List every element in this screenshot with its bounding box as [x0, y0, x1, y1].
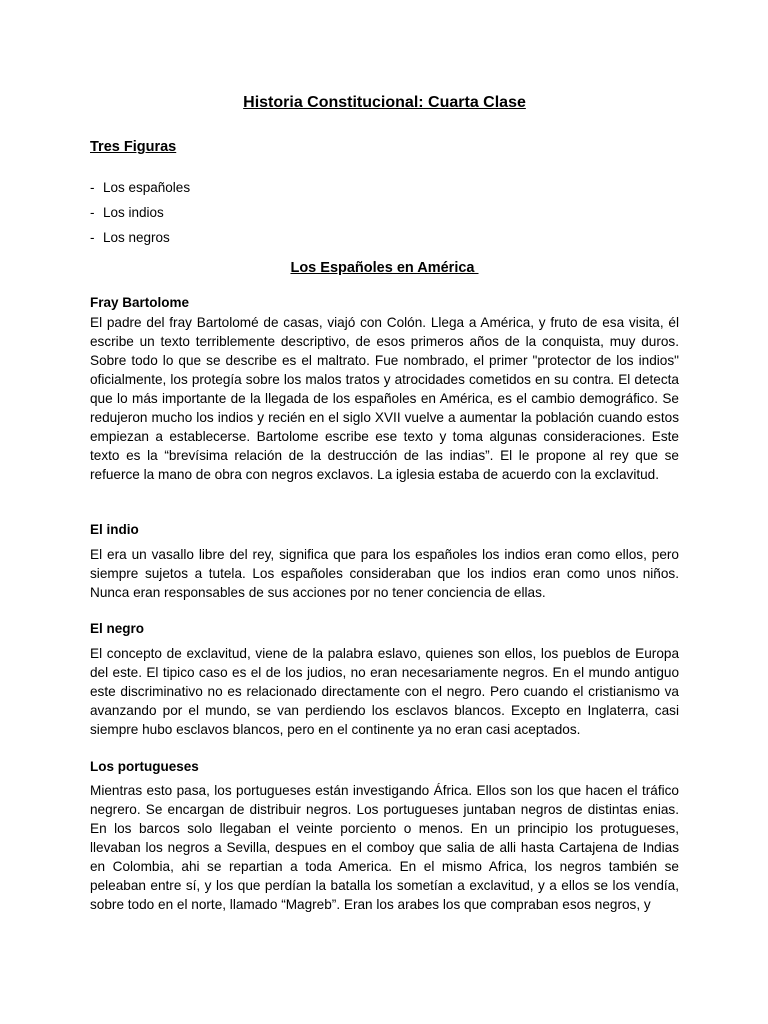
el-negro-heading: El negro: [90, 621, 145, 636]
list-item-text: Los indios: [103, 205, 164, 220]
los-portugueses-heading: Los portugueses: [90, 759, 199, 774]
el-negro-paragraph: El concepto de exclavitud, viene de la palabra eslavo, quienes son ellos, los pueblos de Europa del este. El tipico caso es el de los judios, no eran necesariamente negros. En el mundo antiguo este discriminativo no es relacionado directamente con el negro. Pero cuando el cristianismo va avanzando por el mundo, se van perdiendo los esclavos blancos. Excepto en Inglaterra, casi siempre hubo esclavos blancos, pero en el continente ya no eran casi aceptados.: [90, 646, 679, 737]
el-indio-heading: El indio: [90, 522, 139, 537]
list-item: - Los negros: [90, 230, 170, 245]
three-figures-heading: Tres Figuras: [90, 139, 177, 155]
los-portugueses-paragraph: Mientras esto pasa, los portugueses están investigando África. Ellos son los que hacen el tráfico negrero. Se encargan de distribuir negros. Los portugueses juntaban negros de distintas enias. En los barcos solo llegaban el veinte porciento o menos. En un principio los protugueses, llevaban los negros a Sevilla, despues en el comboy que salia de alli hasta Cartajena de Indias en Colombia, ahi se repartian a toda America. En el mismo Africa, los negros también se peleaban entre sí, y los que perdían la batalla los sometían a exclavitud, y a ellos se los vendía, sobre todo en el norte, llamado “Magreb”. Eran los arabes los que compraban esos negros, y: [90, 783, 679, 912]
list-item: - Los indios: [90, 205, 164, 220]
fray-bartolome-heading: Fray Bartolome: [90, 295, 190, 310]
list-item: - Los españoles: [90, 180, 191, 195]
section-title: Los Españoles en América: [290, 260, 479, 276]
fray-bartolome-paragraph: El padre del fray Bartolomé de casas, viajó con Colón. Llega a América, y fruto de esa visita, él escribe un texto terriblemente descriptivo, de esos primeros años de la conquista, muy duros. Sobre todo lo que se describe es el maltrato. Fue nombrado, el primer "protector de los indios" oficialmente, los protegía sobre los malos tratos y atrocidades cometidos en su contra. El detecta que lo más importante de la llegada de los españoles en América, es el cambio demográfico. Se redujeron mucho los indios y recién en el siglo XVII vuelve a aumentar la población cuando estos empiezan a establecerse. Bartolome escribe ese texto y toma algunas consideraciones. Este texto es la “brevísima relación de la destrucción de las indias”. El le propone al rey que se refuerce la mano de obra con negros exclavos. La iglesia estaba de acuerdo con la exclavitud.: [90, 315, 679, 482]
list-item-text: Los negros: [103, 230, 170, 245]
three-figures-list: [90, 175, 190, 250]
el-indio-paragraph: El era un vasallo libre del rey, significa que para los españoles los indios eran como ellos, pero siempre sujetos a tutela. Los españoles consideraban que los indios eran como unos niños. Nunca eran responsables de sus acciones por no tener conciencia de ellas.: [90, 547, 679, 600]
document-title: Historia Constitucional: Cuarta Clase: [243, 94, 526, 111]
list-item-text: Los españoles: [103, 180, 191, 195]
